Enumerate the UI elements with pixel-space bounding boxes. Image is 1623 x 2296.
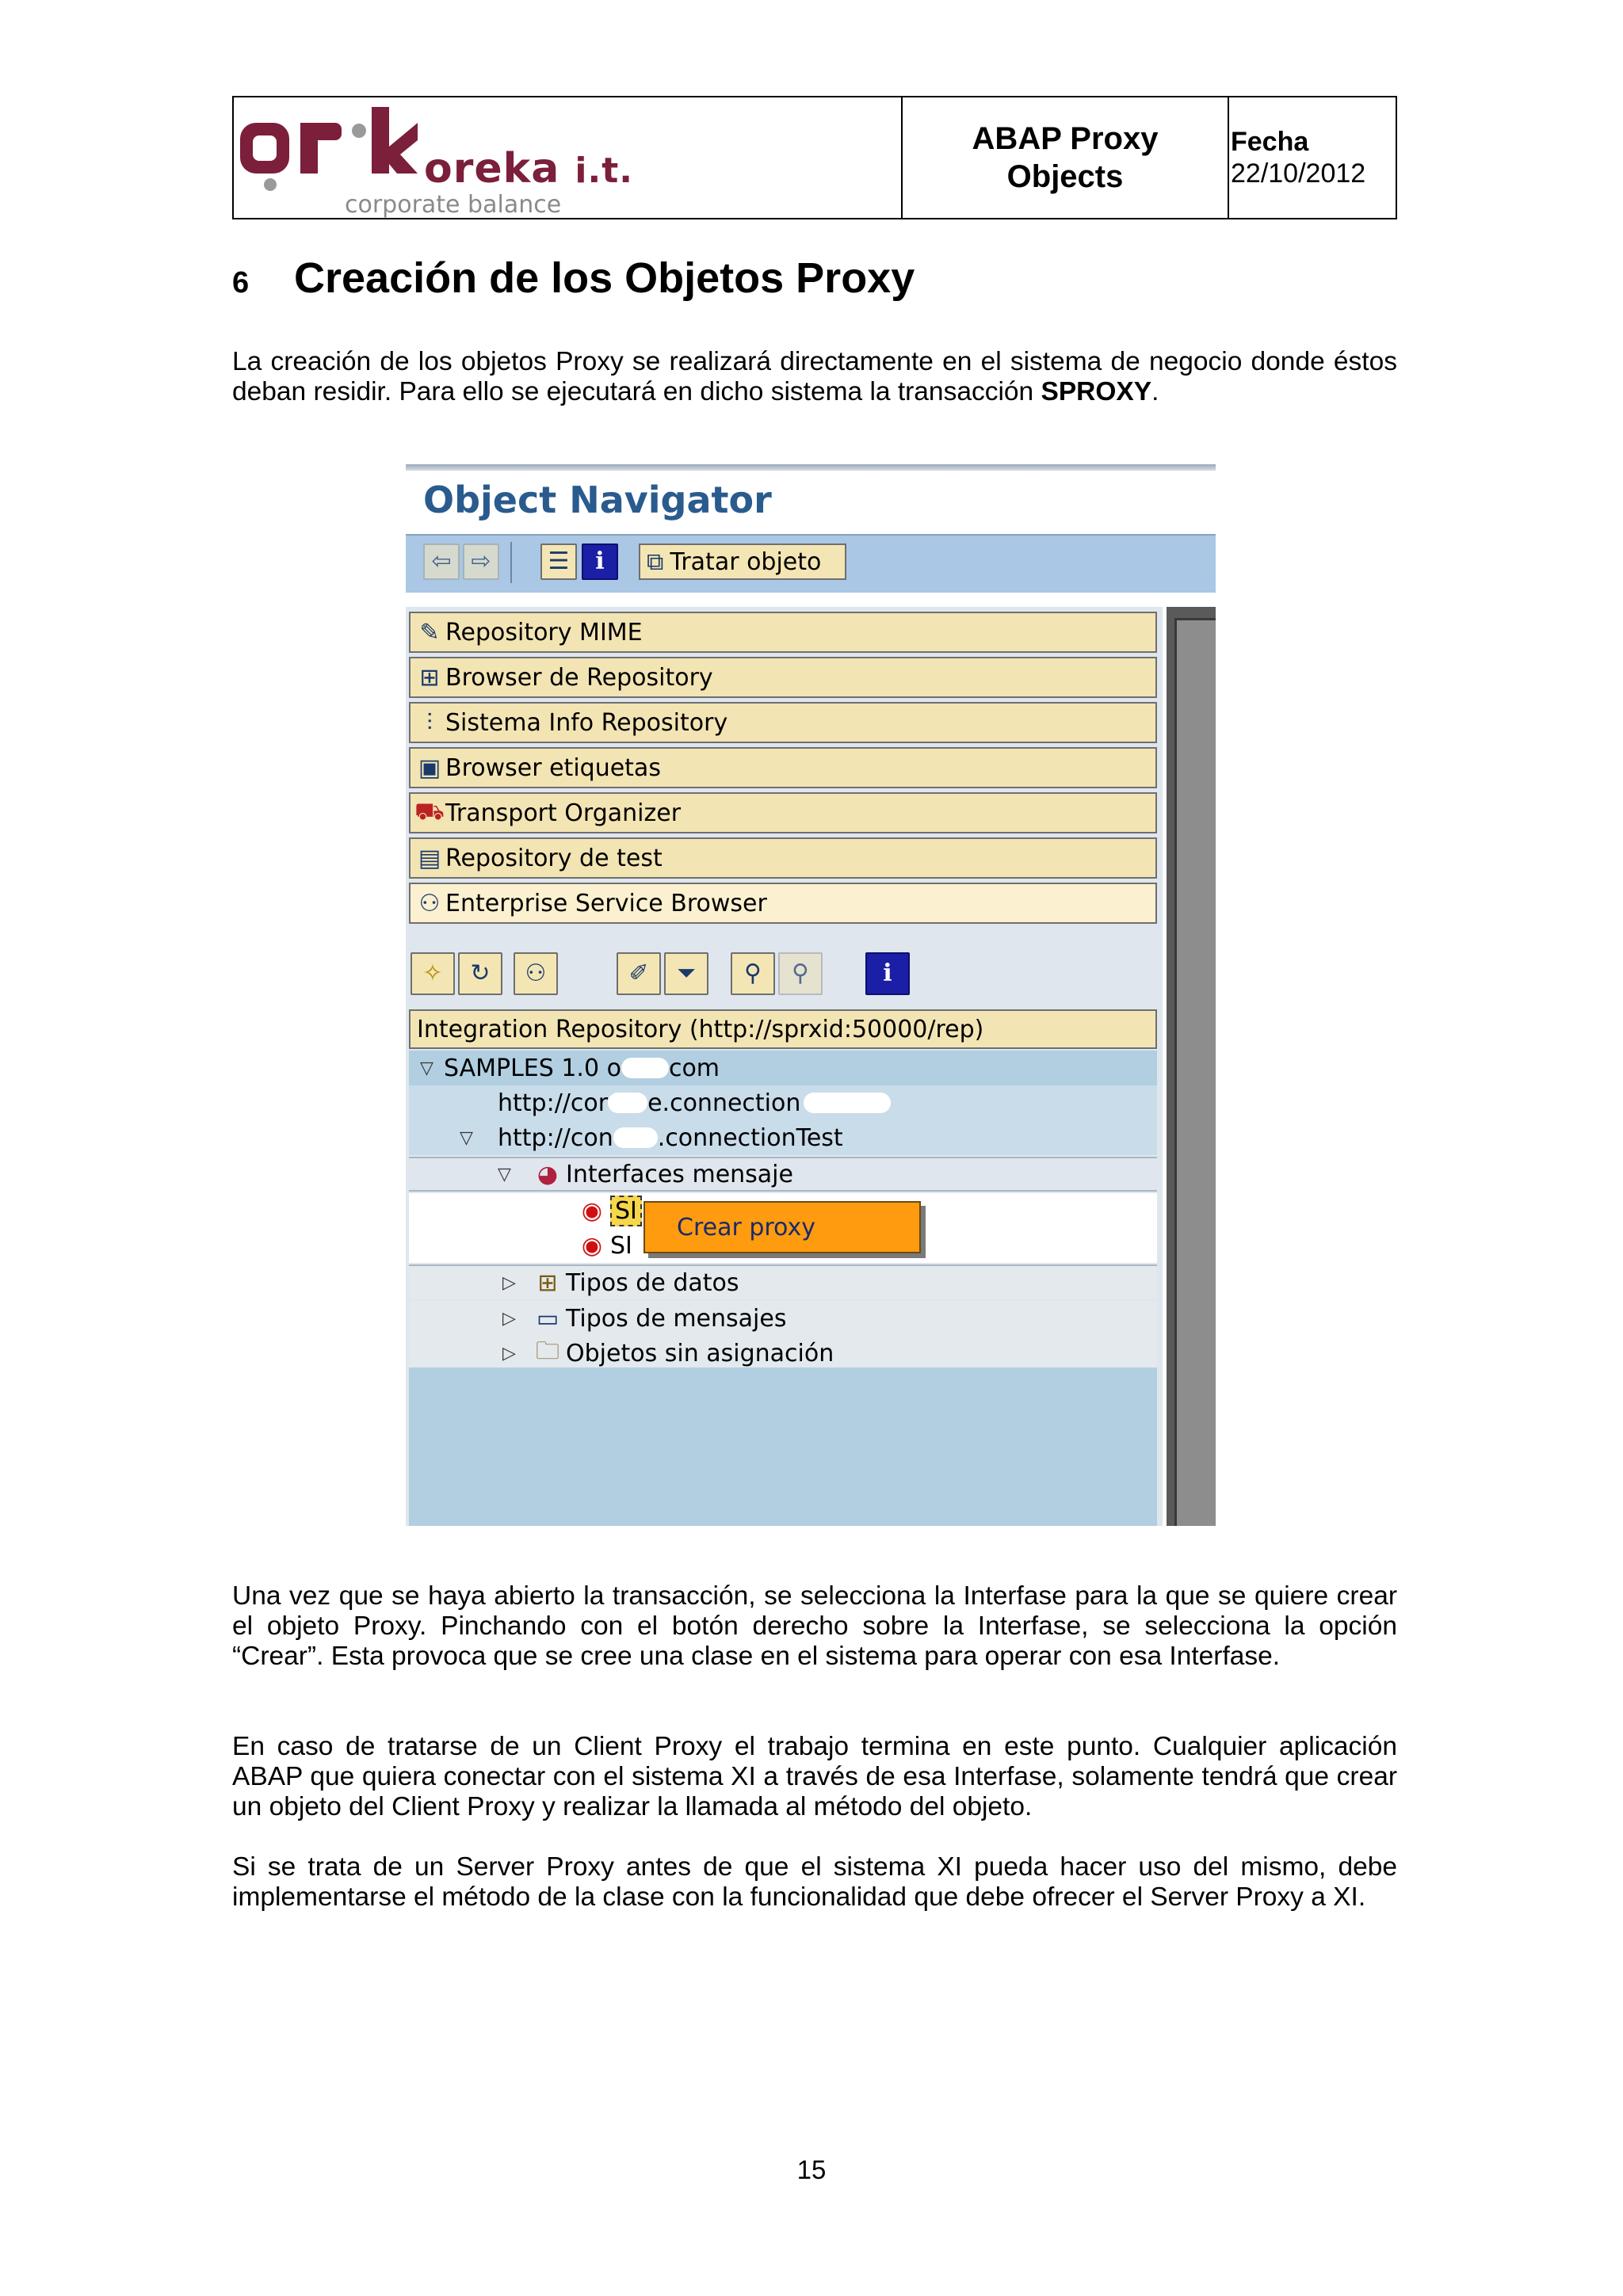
info-icon: i [883,959,892,987]
tree-label: http://con [498,1123,613,1152]
tree-row-message-types[interactable] [409,1301,1157,1336]
tree-label: Tipos de datos [566,1268,739,1297]
document-title-line2: Objects [1006,159,1124,194]
redacted-text [608,1093,647,1113]
create-proxy-label: Crear proxy [677,1213,815,1241]
tree-label: Interfaces mensaje [566,1160,793,1188]
expanded-triangle-icon: ▽ [498,1164,511,1184]
tree-label: com [668,1054,720,1082]
arrow-right-icon: ⇨ [471,547,491,575]
mime-icon: ✎ [419,618,440,646]
tree-label: .connectionTest [657,1123,843,1152]
window-top-border [406,464,1216,471]
menu-label: Enterprise Service Browser [445,889,767,917]
info-system-icon: ⫶ [426,708,433,737]
document-header [232,96,1397,219]
magic-wand-icon: ✧ [422,959,443,987]
wizard-button[interactable] [411,952,455,995]
interface-item-icon: ◉ [581,1231,603,1260]
intro-paragraph [232,347,1397,407]
redacted-text [613,1127,658,1148]
page-number: 15 [796,2155,827,2184]
menu-transport-organizer[interactable] [409,792,1157,833]
paragraph-3: En caso de tratarse de un Client Proxy el trabajo termina en este punto. Cualquier aplicación ABAP que quiera conectar con el sistema XI a través de esa Interfase, solamente tendrá que crear un objeto del Client Proxy y realizar la llamada al método del objeto. [232,1732,1397,1821]
tree-empty-area [409,1367,1157,1526]
interface-item-icon: ◉ [581,1196,603,1225]
expanded-triangle-icon: ▽ [460,1127,473,1148]
binoculars-next-icon: ⚲ [792,959,809,987]
paragraph-4: Si se trata de un Server Proxy antes de que el sistema XI pueda hacer uso del mismo, debe implementarse el método de la clase con la funcionalidad que debe ofrecer el Server Proxy a XI. [232,1852,1397,1912]
display-objects-button[interactable] [514,952,558,995]
logo-tagline: corporate balance [345,191,562,219]
objects-icon: ⚇ [525,959,547,987]
ork-logo-icon [239,102,421,197]
filter-icon: ⏷ [677,959,696,987]
menu-sistema-info-repository[interactable] [409,702,1157,743]
service-browser-icon: ⚇ [418,889,441,917]
right-pane-inner [1174,618,1216,1526]
redacted-text [621,1058,669,1078]
section-number: 6 [232,266,250,299]
menu-repository-mime[interactable] [409,612,1157,653]
info-button[interactable] [582,543,618,580]
info-icon: i [595,547,605,575]
back-button[interactable] [423,543,460,580]
menu-label: Repository de test [445,844,663,872]
menu-label: Browser etiquetas [445,753,661,782]
logo-wordmark [424,145,633,193]
tree-label: e.connection [647,1089,801,1117]
date-value: 22/10/2012 [1231,158,1366,189]
display-list-button[interactable] [540,543,577,580]
message-types-icon: ▭ [536,1304,559,1333]
paragraph-2: Una vez que se haya abierto la transacción, se selecciona la Interfase para la que se quiere crear el objeto Proxy. Pinchando con el botón derecho sobre la Interfase, se selecciona la opción “Crear”. Esta provoca que se cree una clase en el sistema para operar con esa Interfase. [232,1581,1397,1671]
forward-button[interactable] [463,543,499,580]
intro-text: La creación de los objetos Proxy se realizará directamente en el sistema de negocio donde éstos deban residir. Para ello se ejecutará en dicho sistema la transacción [232,347,1397,406]
menu-label: Browser de Repository [445,663,713,692]
tree-label: Tipos de mensajes [566,1304,787,1333]
toolbar-separator [510,542,512,583]
menu-label: Transport Organizer [445,799,682,827]
tag-icon: ▣ [418,753,441,782]
tree-label: Objetos sin asignación [566,1339,834,1367]
tree-row-namespace-1[interactable] [409,1085,1157,1120]
collapsed-triangle-icon: ▷ [502,1308,516,1329]
window-title: Object Navigator [423,479,772,521]
search-next-button[interactable] [778,952,823,995]
hierarchy-icon: ⊞ [419,663,440,692]
logo-name: oreka [424,145,560,193]
redacted-text [804,1093,891,1113]
tree-label: http://cor [498,1089,609,1117]
tree-label: SAMPLES 1.0 o [444,1054,621,1082]
arrow-left-icon: ⇦ [431,547,452,575]
tree-row-namespace-2[interactable] [409,1120,1157,1155]
section-title: Creación de los Objetos Proxy [294,254,915,302]
edit-object-icon: ⧉ [647,547,664,576]
sap-screenshot [406,464,1216,1526]
search-button[interactable] [731,952,775,995]
document-title [903,97,1229,218]
menu-label: Repository MIME [445,618,643,646]
list-icon: ☰ [548,547,570,575]
menu-repository-de-test[interactable] [409,837,1157,879]
filter-button[interactable] [664,952,708,995]
tree-row-interfaces[interactable] [409,1157,1157,1192]
truck-icon: ⛟ [414,797,445,826]
date-label: Fecha [1231,127,1309,157]
menu-label: Sistema Info Repository [445,708,728,737]
right-pane [1167,607,1216,1526]
menu-browser-etiquetas[interactable] [409,747,1157,788]
expanded-triangle-icon: ▽ [420,1058,433,1078]
tree-label: SI [610,1231,632,1260]
intro-end: . [1151,377,1159,406]
edit-object-label: Tratar objeto [670,547,822,576]
pencil-icon: ✐ [628,959,649,987]
test-icon: ▤ [418,844,441,872]
menu-browser-repository[interactable] [409,657,1157,698]
data-types-icon: ⊞ [537,1268,558,1297]
collapsed-triangle-icon: ▷ [502,1343,516,1363]
refresh-icon: ↻ [470,959,491,987]
section-heading [232,254,915,303]
tree-label-selected: SI [610,1196,642,1226]
tree-info-button[interactable] [865,952,910,995]
logo-it: i.t. [575,151,633,191]
folder-icon: 🗀 [536,1337,559,1365]
date-cell [1229,97,1396,218]
tree-row-data-types[interactable] [409,1264,1157,1299]
transaction-code: SPROXY [1041,377,1152,406]
interface-icon: ◕ [537,1160,559,1188]
document-title-line1: ABAP Proxy [972,121,1159,156]
context-menu-create-proxy[interactable] [643,1201,921,1253]
refresh-button[interactable] [458,952,502,995]
menu-enterprise-service-browser[interactable] [409,883,1157,924]
edit-object-button[interactable] [639,543,846,580]
tree-row-samples[interactable] [409,1051,1157,1085]
tree-row-unassigned[interactable] [409,1336,1157,1371]
find-button[interactable] [617,952,661,995]
logo-cell [234,97,903,218]
collapsed-triangle-icon: ▷ [502,1272,516,1293]
tree-header: Integration Repository (http://sprxid:50000/rep) [409,1009,1157,1049]
binoculars-icon: ⚲ [744,959,762,987]
